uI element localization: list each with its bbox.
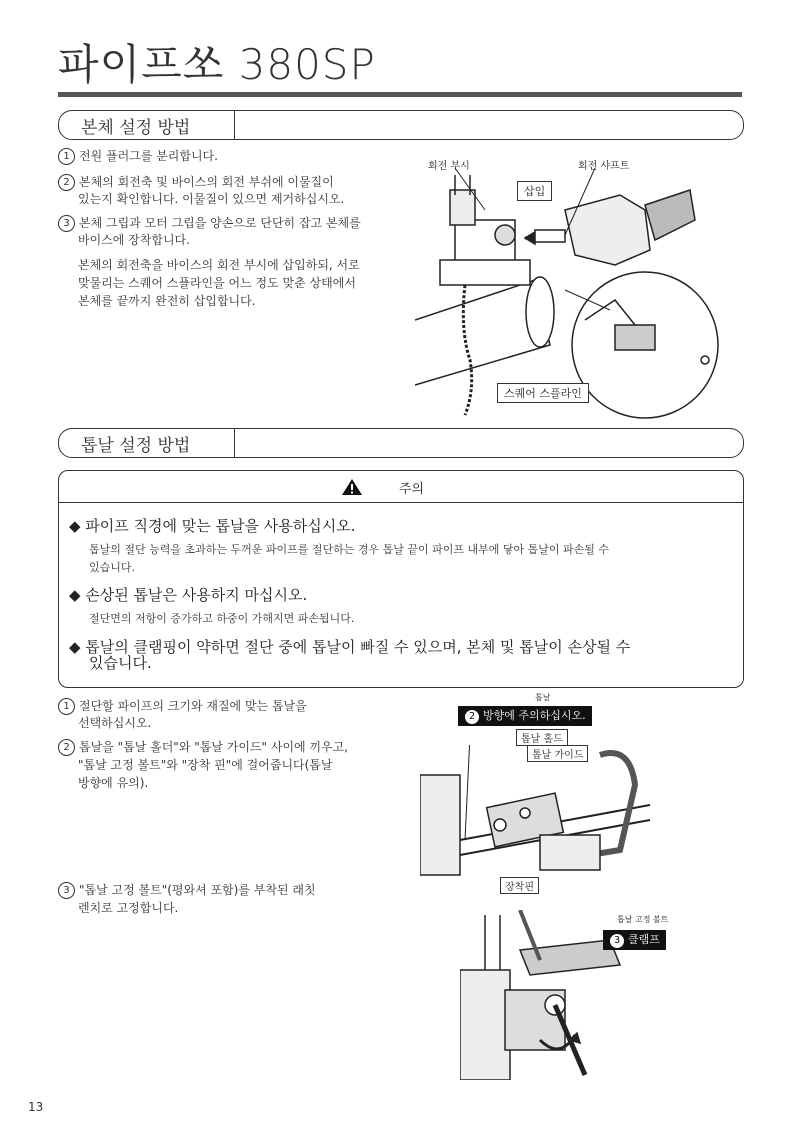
step-text: 본체 그립과 모터 그립을 양손으로 단단히 잡고 본체를	[79, 216, 361, 230]
section-heading-text: 본체 설정 방법	[81, 118, 191, 138]
caution-item-heading: ◆ 파이프 직경에 맞는 톱날을 사용하십시오.	[69, 517, 356, 535]
step-text: 전원 플러그를 분리합니다.	[79, 149, 218, 163]
step-text-continued: 선택하십시오.	[78, 716, 152, 730]
label-blade: 톱날	[535, 693, 551, 702]
step-text-continued: 바이스에 장착합니다.	[78, 233, 190, 247]
warning-icon	[341, 478, 363, 496]
caution-item-text: 있습니다.	[89, 561, 136, 574]
label-insert: 삽입	[517, 181, 552, 201]
caution-header	[59, 471, 743, 503]
caution-title: 주의	[399, 482, 425, 497]
step-number: 2	[58, 174, 75, 191]
note-text: 맞물리는 스퀘어 스플라인을 어느 정도 맞춘 상태에서	[78, 276, 356, 290]
note-text: 본체를 끝까지 완전히 삽입합니다.	[78, 294, 256, 308]
section-heading-body-setup	[58, 110, 744, 140]
step-number: 3	[58, 882, 75, 899]
label-direction-note	[458, 706, 592, 726]
figure-blade-mounting	[420, 745, 660, 885]
label-blade-bolt: 톱날 고정 볼트	[617, 915, 669, 924]
blade-step-3	[58, 880, 316, 900]
step-1	[58, 146, 218, 166]
callout-text: 클램프	[628, 933, 660, 946]
page-title: 파이프쏘 380SP	[58, 40, 376, 89]
page-number: 13	[28, 1100, 44, 1114]
step-number: 3	[58, 215, 75, 232]
caution-item-heading-continued: 있습니다.	[89, 654, 152, 672]
caution-item-text: 절단면의 저항이 증가하고 하중이 가해지면 파손됩니다.	[89, 612, 355, 625]
step-text-continued: 있는지 확인합니다. 이물질이 있으면 제거하십시오.	[78, 192, 345, 206]
step-number: 1	[58, 148, 75, 165]
label-blade-holder: 톱날 홀드	[516, 729, 568, 746]
step-text: 본체의 회전축 및 바이스의 회전 부쉬에 이물질이	[79, 175, 334, 189]
step-number: 2	[58, 739, 75, 756]
label-rotation-shaft: 회전 샤프트	[578, 161, 630, 172]
step-text-continued: 방향에 유의).	[78, 776, 149, 790]
step-number: 1	[58, 698, 75, 715]
label-blade-guide: 톱날 가이드	[527, 745, 588, 762]
blade-step-2	[58, 737, 348, 757]
callout-text: 방향에 주의하십시오.	[483, 709, 586, 722]
callout-number: 2	[464, 709, 480, 725]
step-text: 절단할 파이프의 크기와 재질에 맞는 톱날을	[79, 699, 307, 713]
caution-box	[58, 470, 744, 688]
step-text: "톱날 고정 볼트"(평와셔 포함)를 부착된 래칫	[79, 883, 316, 897]
label-clamp	[603, 930, 666, 950]
label-square-spline: 스퀘어 스플라인	[497, 383, 589, 403]
figure-body-insertion	[415, 150, 745, 420]
caution-item-heading: ◆ 톱날의 클램핑이 약하면 절단 중에 톱날이 빠질 수 있으며, 본체 및 톱날이 손상될 수	[69, 638, 631, 656]
label-mounting-pin: 장착핀	[500, 877, 539, 894]
caution-item-heading: ◆ 손상된 톱날은 사용하지 마십시오.	[69, 586, 308, 604]
step-text: 톱날을 "톱날 홀더"와 "톱날 가이드" 사이에 끼우고,	[79, 740, 349, 754]
title-rule	[58, 92, 742, 97]
step-text-continued: "톱날 고정 볼트"와 "장착 핀"에 걸어줍니다(톱날	[78, 758, 333, 772]
section-heading-blade-setup	[58, 428, 744, 458]
section-heading-text: 톱날 설정 방법	[81, 436, 191, 456]
label-rotation-bushing: 회전 부시	[428, 161, 470, 172]
callout-number: 3	[609, 933, 625, 949]
note-text: 본체의 회전축을 바이스의 회전 부시에 삽입하되, 서로	[78, 258, 360, 272]
step-text-continued: 렌치로 고정합니다.	[78, 901, 179, 915]
caution-item-text: 톱날의 절단 능력을 초과하는 두꺼운 파이프를 절단하는 경우 톱날 끝이 파이프 내부에 닿아 톱날이 파손될 수	[89, 543, 609, 556]
